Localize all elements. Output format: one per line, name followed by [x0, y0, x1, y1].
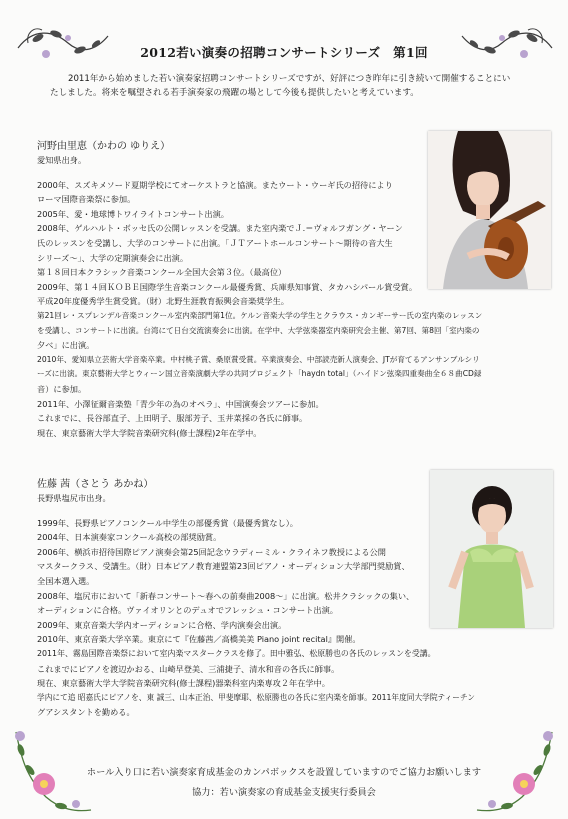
intro-paragraph: [50, 72, 520, 100]
performer2-photo: [430, 470, 553, 628]
page-title: 2012若い演奏の招聘コンサートシリーズ 第1回: [140, 45, 428, 60]
performer1-bio-line: を受講し、コンサートに出演。台湾にて日台交流演奏会に出演。在学中、大学弦楽器室内楽研究会主催、第7回、第8回「室内楽の: [37, 325, 480, 335]
performer1-photo: [428, 131, 551, 289]
intro-line: 2011年から始めました若い演奏家招聘コンサートシリーズですが、好評につき昨年に引き続いて開催することにい: [68, 74, 511, 84]
performer2-bio-line: これまでにピアノを渡辺かおる、山崎早登美、三浦捷子、清水和音の各氏に師事。: [37, 663, 340, 674]
performer2-bio-line: 2010年、東京音楽大学卒業。東京にて『佐藤茜／高橋美美 Piano joint recital』開催。: [37, 634, 361, 645]
performer2-bio-line: 2009年、東京音楽大学内オーディションに合格、学内演奏会出演。: [37, 619, 287, 630]
performer1-bio-line: 氏のレッスンを受講し、大学のコンサートに出演。「ＪＴアートホールコンサート～期待の音大生: [37, 237, 393, 248]
performer1-origin: 愛知県出身。: [37, 155, 87, 165]
performer2-bio-line: オーディションに合格。ヴァイオリンとのデュオでフレッシュ・コンサート出演。: [37, 605, 338, 616]
performer2-bio-line: マスタークラス、受講生。（財）日本ピアノ教育連盟第23回ピアノ・オーディション大学部門奨励賞、: [37, 561, 410, 572]
performer2-bio-line: グアシスタントを勤める。: [37, 707, 135, 718]
performer2-name: 佐藤 茜（さとう あかね）: [37, 479, 154, 490]
performer2-bio-line: 2011年、霧島国際音楽祭において室内楽マスタークラスを修了。田中雅弘、松原勝也の各氏のレッスンを受講。: [37, 648, 436, 658]
performer1-bio-line: 2005年、愛・地球博トワイライトコンサート出演。: [37, 208, 229, 219]
performer2-bio-line: 現在、東京藝術大学大学院音楽研究科(修士課程)器楽科室内楽専攻２年在学中。: [37, 678, 330, 689]
performer1-bio-line: ローマ国際音楽祭に参加。: [37, 194, 136, 205]
performer1-bio-line: 第１８回日本クラシック音楽コンクール全国大会第３位。（最高位）: [37, 267, 287, 278]
performer1-bio-line: 平成20年度優秀学生賞受賞。（財）北野生涯教育振興会音楽奨学生。: [37, 296, 289, 307]
performer1-bio-line: 現在、東京藝術大学大学院音楽研究科(修士課程)2年在学中。: [37, 427, 262, 438]
performer1-bio-line: 2000年、スズキメソード夏期学校にてオーケストラと協演。またウート・ウーギ氏の招待により: [37, 179, 393, 190]
performer1-name: 河野由里恵（かわの ゆりえ）: [37, 141, 171, 152]
performer1-bio-line: 2009年、第１４回ＫＯＢＥ国際学生音楽コンクール最優秀賞、兵庫県知事賞、タカハシパール賞受賞。: [37, 281, 418, 292]
performer2-bio-line: 2004年、日本演奏家コンクール高校の部奨励賞。: [37, 532, 222, 543]
performer1-bio-line: 2008年、ゲルハルト・ボッセ氏の公開レッスンを受講。また室内楽でＪ.＝ヴォルフガング・ヤーン: [37, 223, 403, 234]
performer2-origin: 長野県塩尻市出身。: [37, 493, 111, 503]
performer1-bio-line: ーズに出演。東京藝術大学とウィーン国立音楽演劇大学の共同プロジェクト「haydn total」（ハイドン弦楽四重奏曲全６８曲CD録: [37, 369, 482, 379]
performer1-bio-line: シリーズ～」、大学の定期演奏会に出演。: [37, 252, 189, 263]
performer2-bio-line: 2006年、横浜市招待国際ピアノ演奏会第25回記念ウラディーミル・クライネフ教授による公開: [37, 546, 386, 557]
performer1-bio-line: 2010年、愛知県立芸術大学音楽卒業。中村桃子賞、桑原賞受賞。卒業演奏会、中部読売新人演奏会、JTが育てるアンサンブルシリ: [37, 354, 480, 364]
intro-line: たしました。将来を嘱望される若手演奏家の飛躍の場として今後も提供したいと考えています。: [50, 88, 419, 98]
performer2-bio-line: 全国本選入選。: [37, 575, 95, 586]
performer1-bio-line: 2011年、小澤征爾音楽塾「青少年の為のオペラ」、中国演奏会ツアーに参加。: [37, 398, 324, 409]
performer2-bio-line: 2008年、塩尻市において「新春コンサート～春への前奏曲2008～」に出演。松井クラシックの集い、: [37, 590, 415, 601]
performer1-bio-line: 音）に参加。: [37, 383, 87, 394]
performer2-bio-line: 学内にて追 昭嘉氏にピアノを、東 誠三、山本正治、甲斐摩耶、松原勝也の各氏に室内楽を師事。2011年度同大学院ティーチン: [37, 692, 475, 702]
performer1-bio-line: 第21回レ・スプレンデル音楽コンクール室内楽部門第1位。ケルン音楽大学の学生とクラウス・カンギーサー氏の室内楽のレッスン: [37, 310, 483, 320]
performer2-bio-line: 1999年、長野県ピアノコンクール中学生の部優秀賞（最優秀賞なし）。: [37, 517, 298, 528]
footer-cooperation: 協力：若い演奏家の育成基金支援実行委員会: [192, 787, 376, 798]
performer1-bio-line: 夕べ」に出演。: [37, 340, 95, 351]
performer1-bio-line: これまでに、長谷部直子、上田明子、服部芳子、玉井菜採の各氏に師事。: [37, 413, 308, 424]
footer-donation-notice: ホール入り口に若い演奏家育成基金のカンパボックスを設置していますのでご協力お願いします: [86, 767, 482, 778]
